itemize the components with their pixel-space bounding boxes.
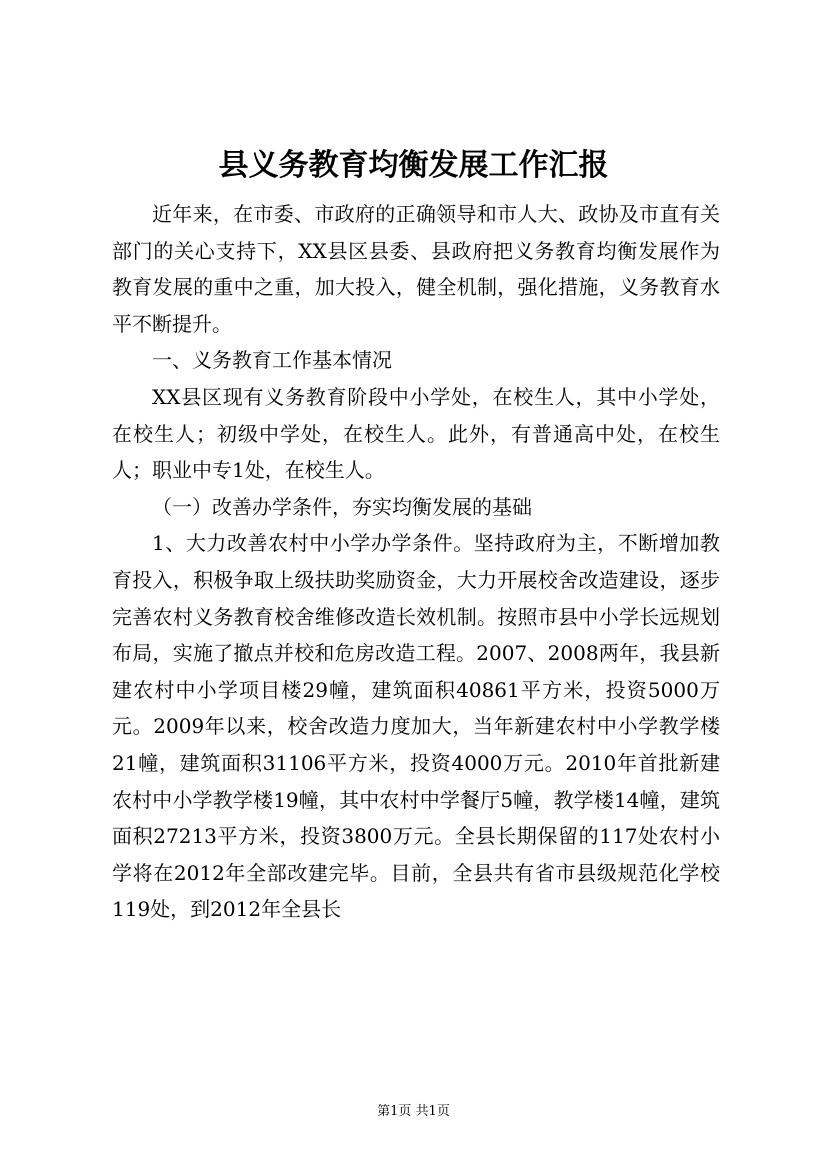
subsection-heading-1: （一）改善办学条件，夯实均衡发展的基础: [152, 494, 532, 519]
paragraph-intro: 近年来，在市委、市政府的正确领导和市人大、政协及市直有关部门的关心支持下，XX县区县委、县政府把义务教育均衡发展作为教育发展的重中之重，加大投入，健全机制，强化措施，义务教育水平不断提升。: [112, 202, 720, 336]
document-title: 县义务教育均衡发展工作汇报: [218, 148, 609, 183]
section-heading-1: 一、义务教育工作基本情况: [152, 348, 392, 373]
paragraph-school-stats: XX县区现有义务教育阶段中小学处，在校生人，其中小学处，在校生人；初级中学处，在校生人。此外，有普通高中处，在校生人；职业中专1处，在校生人。: [112, 384, 720, 483]
paragraph-conditions: 1、大力改善农村中小学办学条件。坚持政府为主，不断增加教育投入，积极争取上级扶助奖励资金，大力开展校舍改造建设，逐步完善农村义务教育校舍维修改造长效机制。按照市县中小学长远规划布局，实施了撤点并校和危房改造工程。2007、2008两年，我县新建农村中小学项目楼29幢，建筑面积40861平方米，投资5000万元。2009年以来，校舍改造力度加大，当年新建农村中小学教学楼21幢，建筑面积31106平方米，投资4000万元。2010年首批新建农村中小学教学楼19幢，其中农村中学餐厅5幢，教学楼14幢，建筑面积27213平方米，投资3800万元。全县长期保留的117处农村小学将在2012年全部改建完毕。目前，全县共有省市县级规范化学校119处，到2012年全县长: [112, 531, 720, 922]
document-body: [112, 196, 720, 928]
page-footer: 第1页 共1页: [377, 1104, 450, 1119]
